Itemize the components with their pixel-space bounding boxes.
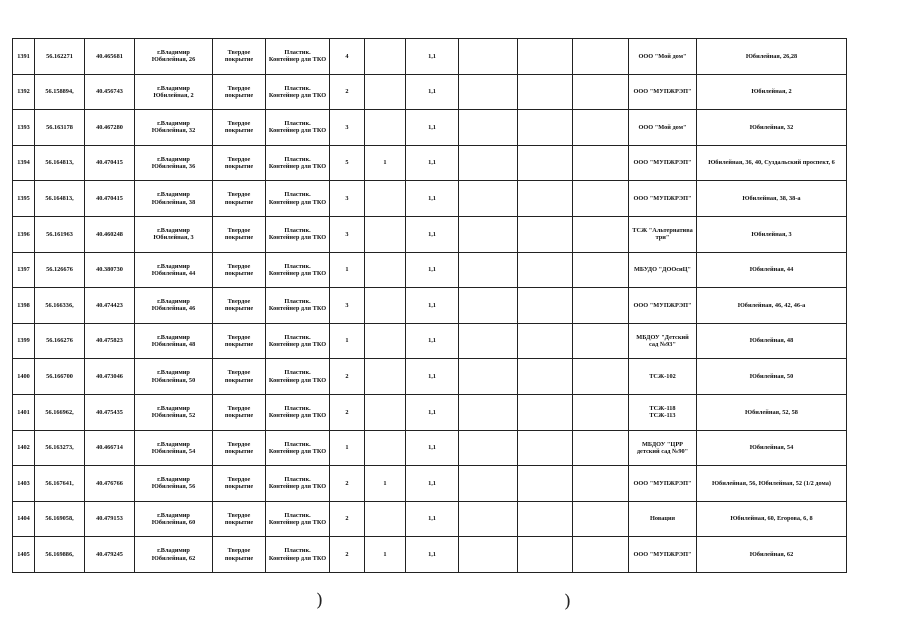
cell-longitude: 40.473046 bbox=[85, 359, 135, 395]
cell-latitude: 56.164813, bbox=[35, 181, 85, 217]
cell-container-count: 1 bbox=[330, 252, 365, 288]
cell-extra-count bbox=[365, 216, 406, 252]
cell-number: 1393 bbox=[13, 110, 35, 146]
cell-empty bbox=[459, 39, 518, 75]
cell-served-addresses: Юбилейная, 48 bbox=[697, 323, 847, 359]
cell-empty bbox=[573, 466, 629, 502]
cell-latitude: 56.126676 bbox=[35, 252, 85, 288]
cell-surface: Твердое покрытие bbox=[213, 288, 266, 324]
cell-number: 1400 bbox=[13, 359, 35, 395]
cell-served-addresses: Юбилейная, 50 bbox=[697, 359, 847, 395]
cell-container-count: 4 bbox=[330, 39, 365, 75]
cell-container-type: Пластик. Контейнер для ТКО bbox=[266, 110, 330, 146]
cell-latitude: 56.166336, bbox=[35, 288, 85, 324]
cell-empty bbox=[573, 216, 629, 252]
cell-empty bbox=[518, 181, 573, 217]
table-row bbox=[13, 430, 847, 466]
cell-address: г.Владимир Юбилейная, 60 bbox=[135, 501, 213, 537]
cell-surface: Твердое покрытие bbox=[213, 537, 266, 573]
cell-latitude: 56.158894, bbox=[35, 74, 85, 110]
cell-address: г.Владимир Юбилейная, 32 bbox=[135, 110, 213, 146]
table-row bbox=[13, 181, 847, 217]
cell-number: 1405 bbox=[13, 537, 35, 573]
cell-empty bbox=[573, 359, 629, 395]
cell-empty bbox=[573, 394, 629, 430]
cell-longitude: 40.474423 bbox=[85, 288, 135, 324]
cell-number: 1404 bbox=[13, 501, 35, 537]
cell-served-addresses: Юбилейная, 54 bbox=[697, 430, 847, 466]
cell-container-count: 1 bbox=[330, 323, 365, 359]
table-row bbox=[13, 394, 847, 430]
cell-longitude: 40.479153 bbox=[85, 501, 135, 537]
cell-empty bbox=[573, 145, 629, 181]
cell-volume: 1,1 bbox=[406, 110, 459, 146]
table-row bbox=[13, 74, 847, 110]
cell-empty bbox=[459, 110, 518, 146]
cell-container-count: 3 bbox=[330, 216, 365, 252]
cell-owner: ООО "МУПЖРЭП" bbox=[629, 288, 697, 324]
cell-number: 1403 bbox=[13, 466, 35, 502]
cell-empty bbox=[518, 359, 573, 395]
cell-empty bbox=[573, 39, 629, 75]
cell-address: г.Владимир Юбилейная, 3 bbox=[135, 216, 213, 252]
cell-address: г.Владимир Юбилейная, 44 bbox=[135, 252, 213, 288]
cell-container-type: Пластик. Контейнер для ТКО bbox=[266, 288, 330, 324]
cell-volume: 1,1 bbox=[406, 74, 459, 110]
cell-empty bbox=[518, 74, 573, 110]
cell-address: г.Владимир Юбилейная, 48 bbox=[135, 323, 213, 359]
cell-empty bbox=[573, 537, 629, 573]
cell-container-count: 3 bbox=[330, 110, 365, 146]
cell-longitude: 40.476766 bbox=[85, 466, 135, 502]
cell-empty bbox=[518, 430, 573, 466]
cell-latitude: 56.166276 bbox=[35, 323, 85, 359]
cell-empty bbox=[459, 145, 518, 181]
cell-extra-count bbox=[365, 39, 406, 75]
cell-surface: Твердое покрытие bbox=[213, 359, 266, 395]
cell-owner: Новация bbox=[629, 501, 697, 537]
cell-longitude: 40.380730 bbox=[85, 252, 135, 288]
cell-served-addresses: Юбилейная, 3 bbox=[697, 216, 847, 252]
table-row bbox=[13, 216, 847, 252]
table-row bbox=[13, 110, 847, 146]
cell-extra-count bbox=[365, 74, 406, 110]
table-row bbox=[13, 501, 847, 537]
cell-empty bbox=[573, 252, 629, 288]
cell-empty bbox=[518, 466, 573, 502]
cell-container-type: Пластик. Контейнер для ТКО bbox=[266, 252, 330, 288]
cell-owner: ТСЖ-102 bbox=[629, 359, 697, 395]
table-row bbox=[13, 39, 847, 75]
cell-volume: 1,1 bbox=[406, 394, 459, 430]
cell-owner: ООО "МУПЖРЭП" bbox=[629, 537, 697, 573]
cell-owner: МБУДО "ДООсиЦ" bbox=[629, 252, 697, 288]
cell-empty bbox=[573, 430, 629, 466]
cell-empty bbox=[459, 537, 518, 573]
cell-volume: 1,1 bbox=[406, 430, 459, 466]
cell-volume: 1,1 bbox=[406, 537, 459, 573]
cell-empty bbox=[573, 323, 629, 359]
cell-empty bbox=[459, 288, 518, 324]
cell-address: г.Владимир Юбилейная, 38 bbox=[135, 181, 213, 217]
cell-owner: ООО "Мой дом" bbox=[629, 110, 697, 146]
cell-container-type: Пластик. Контейнер для ТКО bbox=[266, 39, 330, 75]
cell-surface: Твердое покрытие bbox=[213, 74, 266, 110]
cell-owner: ООО "МУПЖРЭП" bbox=[629, 74, 697, 110]
cell-container-count: 2 bbox=[330, 466, 365, 502]
cell-empty bbox=[459, 501, 518, 537]
cell-surface: Твердое покрытие bbox=[213, 252, 266, 288]
cell-container-type: Пластик. Контейнер для ТКО bbox=[266, 537, 330, 573]
cell-container-count: 2 bbox=[330, 359, 365, 395]
cell-latitude: 56.166962, bbox=[35, 394, 85, 430]
cell-empty bbox=[518, 537, 573, 573]
cell-empty bbox=[573, 74, 629, 110]
cell-empty bbox=[459, 323, 518, 359]
cell-container-count: 2 bbox=[330, 501, 365, 537]
cell-volume: 1,1 bbox=[406, 39, 459, 75]
cell-extra-count: 1 bbox=[365, 145, 406, 181]
cell-empty bbox=[459, 181, 518, 217]
cell-served-addresses: Юбилейная, 2 bbox=[697, 74, 847, 110]
cell-owner: ТСЖ "Альтернатива три" bbox=[629, 216, 697, 252]
cell-empty bbox=[518, 252, 573, 288]
cell-served-addresses: Юбилейная, 60, Егорова, 6, 8 bbox=[697, 501, 847, 537]
cell-extra-count: 1 bbox=[365, 466, 406, 502]
cell-served-addresses: Юбилейная, 62 bbox=[697, 537, 847, 573]
cell-longitude: 40.465681 bbox=[85, 39, 135, 75]
cell-latitude: 56.169886, bbox=[35, 537, 85, 573]
cell-longitude: 40.466714 bbox=[85, 430, 135, 466]
cell-address: г.Владимир Юбилейная, 2 bbox=[135, 74, 213, 110]
cell-address: г.Владимир Юбилейная, 26 bbox=[135, 39, 213, 75]
cell-owner: ООО "МУПЖРЭП" bbox=[629, 145, 697, 181]
cell-owner: ООО "МУПЖРЭП" bbox=[629, 466, 697, 502]
page-mark-right: ) bbox=[564, 591, 572, 612]
cell-extra-count bbox=[365, 288, 406, 324]
cell-longitude: 40.467280 bbox=[85, 110, 135, 146]
cell-container-count: 3 bbox=[330, 181, 365, 217]
cell-container-type: Пластик. Контейнер для ТКО bbox=[266, 394, 330, 430]
cell-container-count: 1 bbox=[330, 430, 365, 466]
cell-surface: Твердое покрытие bbox=[213, 394, 266, 430]
cell-empty bbox=[518, 501, 573, 537]
table-row bbox=[13, 145, 847, 181]
cell-container-type: Пластик. Контейнер для ТКО bbox=[266, 466, 330, 502]
cell-extra-count bbox=[365, 430, 406, 466]
cell-empty bbox=[518, 394, 573, 430]
cell-longitude: 40.456743 bbox=[85, 74, 135, 110]
cell-container-type: Пластик. Контейнер для ТКО bbox=[266, 145, 330, 181]
cell-empty bbox=[573, 288, 629, 324]
cell-volume: 1,1 bbox=[406, 216, 459, 252]
cell-volume: 1,1 bbox=[406, 181, 459, 217]
cell-empty bbox=[518, 288, 573, 324]
cell-extra-count bbox=[365, 323, 406, 359]
cell-volume: 1,1 bbox=[406, 145, 459, 181]
cell-empty bbox=[518, 145, 573, 181]
cell-longitude: 40.470415 bbox=[85, 181, 135, 217]
cell-address: г.Владимир Юбилейная, 46 bbox=[135, 288, 213, 324]
cell-surface: Твердое покрытие bbox=[213, 145, 266, 181]
cell-empty bbox=[459, 359, 518, 395]
cell-address: г.Владимир Юбилейная, 56 bbox=[135, 466, 213, 502]
cell-number: 1394 bbox=[13, 145, 35, 181]
cell-container-count: 2 bbox=[330, 394, 365, 430]
cell-container-type: Пластик. Контейнер для ТКО bbox=[266, 501, 330, 537]
cell-container-count: 2 bbox=[330, 74, 365, 110]
cell-number: 1401 bbox=[13, 394, 35, 430]
cell-container-type: Пластик. Контейнер для ТКО bbox=[266, 323, 330, 359]
cell-extra-count bbox=[365, 110, 406, 146]
cell-container-type: Пластик. Контейнер для ТКО bbox=[266, 430, 330, 466]
cell-extra-count bbox=[365, 394, 406, 430]
cell-volume: 1,1 bbox=[406, 359, 459, 395]
cell-container-count: 2 bbox=[330, 537, 365, 573]
cell-owner: ТСЖ-118 ТСЖ-113 bbox=[629, 394, 697, 430]
cell-container-count: 5 bbox=[330, 145, 365, 181]
cell-extra-count bbox=[365, 252, 406, 288]
cell-empty bbox=[518, 39, 573, 75]
table-row bbox=[13, 359, 847, 395]
cell-container-type: Пластик. Контейнер для ТКО bbox=[266, 181, 330, 217]
cell-address: г.Владимир Юбилейная, 54 bbox=[135, 430, 213, 466]
cell-empty bbox=[459, 216, 518, 252]
cell-latitude: 56.164813, bbox=[35, 145, 85, 181]
cell-served-addresses: Юбилейная, 32 bbox=[697, 110, 847, 146]
page-mark-left: ) bbox=[316, 590, 324, 611]
cell-surface: Твердое покрытие bbox=[213, 216, 266, 252]
cell-surface: Твердое покрытие bbox=[213, 466, 266, 502]
table-row bbox=[13, 323, 847, 359]
table-row bbox=[13, 466, 847, 502]
cell-longitude: 40.475435 bbox=[85, 394, 135, 430]
cell-longitude: 40.460248 bbox=[85, 216, 135, 252]
cell-empty bbox=[518, 216, 573, 252]
cell-volume: 1,1 bbox=[406, 323, 459, 359]
cell-surface: Твердое покрытие bbox=[213, 323, 266, 359]
cell-latitude: 56.166700 bbox=[35, 359, 85, 395]
cell-owner: МБДОУ "Детский сад №93" bbox=[629, 323, 697, 359]
cell-number: 1392 bbox=[13, 74, 35, 110]
table-row bbox=[13, 537, 847, 573]
cell-number: 1395 bbox=[13, 181, 35, 217]
cell-surface: Твердое покрытие bbox=[213, 39, 266, 75]
cell-volume: 1,1 bbox=[406, 252, 459, 288]
cell-container-type: Пластик. Контейнер для ТКО bbox=[266, 74, 330, 110]
cell-latitude: 56.163178 bbox=[35, 110, 85, 146]
cell-empty bbox=[573, 501, 629, 537]
cell-empty bbox=[573, 110, 629, 146]
cell-address: г.Владимир Юбилейная, 50 bbox=[135, 359, 213, 395]
cell-latitude: 56.169058, bbox=[35, 501, 85, 537]
cell-served-addresses: Юбилейная, 52, 58 bbox=[697, 394, 847, 430]
cell-served-addresses: Юбилейная, 36, 40, Суздальский проспект, 6 bbox=[697, 145, 847, 181]
cell-empty bbox=[518, 110, 573, 146]
cell-surface: Твердое покрытие bbox=[213, 430, 266, 466]
cell-empty bbox=[518, 323, 573, 359]
cell-empty bbox=[459, 430, 518, 466]
cell-volume: 1,1 bbox=[406, 288, 459, 324]
cell-empty bbox=[459, 252, 518, 288]
cell-served-addresses: Юбилейная, 44 bbox=[697, 252, 847, 288]
cell-extra-count bbox=[365, 501, 406, 537]
cell-address: г.Владимир Юбилейная, 36 bbox=[135, 145, 213, 181]
cell-empty bbox=[459, 74, 518, 110]
cell-number: 1391 bbox=[13, 39, 35, 75]
cell-latitude: 56.167641, bbox=[35, 466, 85, 502]
cell-volume: 1,1 bbox=[406, 466, 459, 502]
cell-longitude: 40.475823 bbox=[85, 323, 135, 359]
cell-extra-count bbox=[365, 359, 406, 395]
cell-number: 1399 bbox=[13, 323, 35, 359]
cell-empty bbox=[459, 466, 518, 502]
cell-owner: МБДОУ "ЦРР детский сад №90" bbox=[629, 430, 697, 466]
cell-surface: Твердое покрытие bbox=[213, 181, 266, 217]
cell-served-addresses: Юбилейная, 56, Юбилейная, 52 (1/2 дома) bbox=[697, 466, 847, 502]
cell-surface: Твердое покрытие bbox=[213, 110, 266, 146]
cell-address: г.Владимир Юбилейная, 62 bbox=[135, 537, 213, 573]
cell-address: г.Владимир Юбилейная, 52 bbox=[135, 394, 213, 430]
cell-empty bbox=[573, 181, 629, 217]
cell-longitude: 40.479245 bbox=[85, 537, 135, 573]
cell-number: 1396 bbox=[13, 216, 35, 252]
table-row bbox=[13, 288, 847, 324]
cell-surface: Твердое покрытие bbox=[213, 501, 266, 537]
cell-extra-count: 1 bbox=[365, 537, 406, 573]
cell-longitude: 40.470415 bbox=[85, 145, 135, 181]
cell-served-addresses: Юбилейная, 38, 38-а bbox=[697, 181, 847, 217]
cell-empty bbox=[459, 394, 518, 430]
cell-served-addresses: Юбилейная, 26,28 bbox=[697, 39, 847, 75]
cell-owner: ООО "Мой дом" bbox=[629, 39, 697, 75]
cell-served-addresses: Юбилейная, 46, 42, 46-а bbox=[697, 288, 847, 324]
cell-latitude: 56.161963 bbox=[35, 216, 85, 252]
cell-container-type: Пластик. Контейнер для ТКО bbox=[266, 359, 330, 395]
cell-number: 1398 bbox=[13, 288, 35, 324]
table-row bbox=[13, 252, 847, 288]
cell-volume: 1,1 bbox=[406, 501, 459, 537]
cell-container-count: 3 bbox=[330, 288, 365, 324]
cell-owner: ООО "МУПЖРЭП" bbox=[629, 181, 697, 217]
cell-latitude: 56.162271 bbox=[35, 39, 85, 75]
cell-number: 1397 bbox=[13, 252, 35, 288]
cell-latitude: 56.163273, bbox=[35, 430, 85, 466]
cell-container-type: Пластик. Контейнер для ТКО bbox=[266, 216, 330, 252]
cell-extra-count bbox=[365, 181, 406, 217]
cell-number: 1402 bbox=[13, 430, 35, 466]
waste-sites-table bbox=[12, 38, 847, 573]
